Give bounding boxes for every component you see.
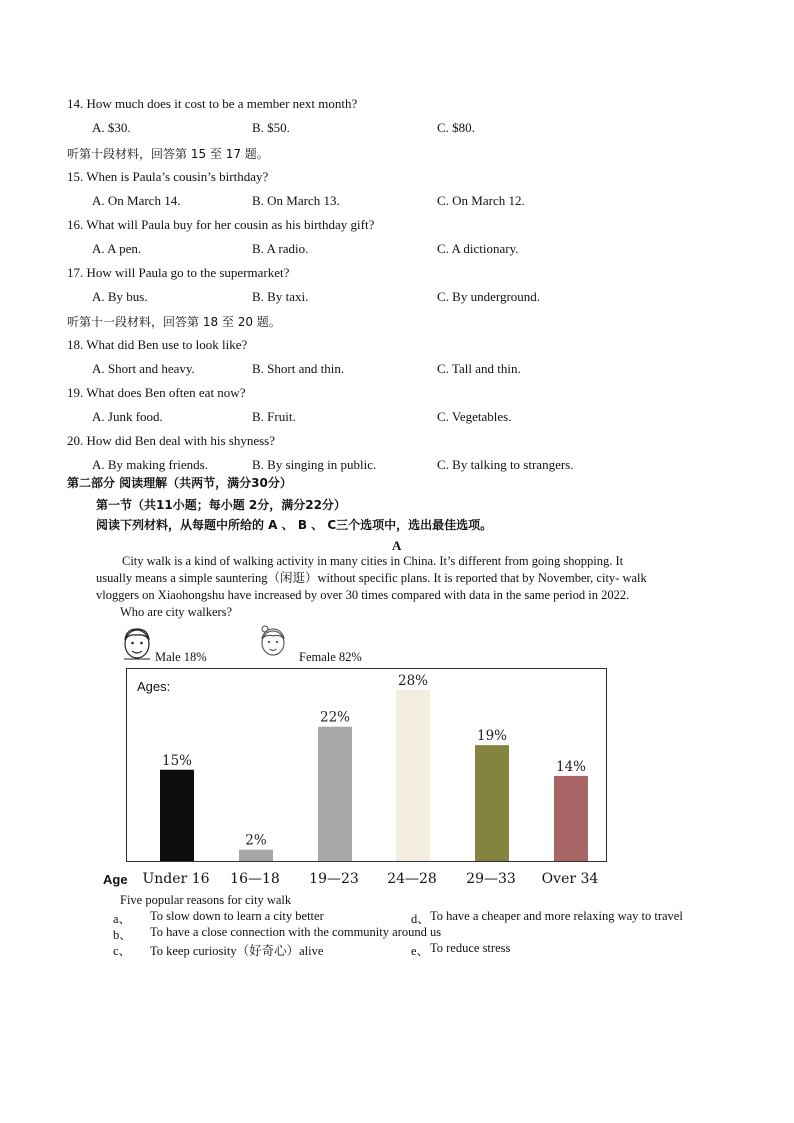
x-tick-24-28: 24—28 [387,871,437,887]
bar-1 [160,770,194,861]
question-20: 20. How did Ben deal with his shyness? [67,433,275,448]
x-tick-over-34: Over 34 [541,871,599,887]
q18-option-b: B. Short and thin. [252,361,345,376]
x-axis-label: Age [103,872,128,887]
reason-c-text: To keep curiosity（好奇心）alive [150,944,324,958]
question-18: 18. What did Ben use to look like? [67,337,248,352]
x-tick-29-33: 29—33 [466,871,516,887]
passage-letter: A [392,538,402,553]
instruction-tenth: 听第十段材料，回答第 15 至 17 题。 [67,147,269,161]
bar-6 [554,776,588,861]
reason-b-text: To have a close connection with the community around us [150,925,442,939]
q15-option-b: B. On March 13. [252,193,340,208]
female-face-icon [256,623,290,659]
chart-title: Ages: [137,679,171,694]
q14-option-b: B. $50. [252,120,290,135]
q19-option-b: B. Fruit. [252,409,296,424]
passage-line-3: vloggers on Xiaohongshu have increased by over 30 times compared with data in the same period in 2022. [96,588,630,602]
q18-option-a: A. Short and heavy. [92,361,195,376]
who-question: Who are city walkers? [120,605,233,619]
bar-2 [239,850,273,861]
reasons-title: Five popular reasons for city walk [120,893,292,907]
bar-3 [318,727,352,861]
reason-e-text: To reduce stress [430,941,511,955]
passage-paragraph [96,553,708,604]
q17-option-c: C. By underground. [437,289,541,304]
reading-instruction: 阅读下列材料，从每题中所给的 A 、 B 、 C三个选项中，选出最佳选项。 [96,518,493,532]
question-19: 19. What does Ben often eat now? [67,385,246,400]
bar-label-1: 15% [161,752,193,769]
x-tick-under-16: Under 16 [142,871,210,887]
female-percentage: Female 82% [299,650,362,664]
section-one-heading: 第一节（共11小题；每小题 2分，满分22分） [96,498,346,512]
question-14: 14. How much does it cost to be a member next month? [67,96,358,111]
bar-label-4: 28% [397,672,429,689]
question-15: 15. When is Paula’s cousin’s birthday? [67,169,269,184]
q17-option-a: A. By bus. [92,289,148,304]
male-face-icon [120,624,154,662]
reason-d-text: To have a cheaper and more relaxing way to travel [430,909,683,923]
q20-option-a: A. By making friends. [92,457,208,472]
q19-option-a: A. Junk food. [92,409,163,424]
question-16: 16. What will Paula buy for her cousin as his birthday gift? [67,217,375,232]
reason-a-text: To slow down to learn a city better [150,909,324,923]
age-chart-frame [126,668,607,862]
x-tick-16-18: 16—18 [230,871,280,887]
passage-line-1: City walk is a kind of walking activity in many cities in China. It’s different from going shopping. It [122,554,624,568]
q15-option-a: A. On March 14. [92,193,181,208]
q15-option-c: C. On March 12. [437,193,525,208]
instruction-eleventh: 听第十一段材料，回答第 18 至 20 题。 [67,315,281,329]
q14-option-a: A. $30. [92,120,131,135]
age-bar-chart [127,669,606,861]
question-17: 17. How will Paula go to the supermarket? [67,265,290,280]
reason-a-key: a、 [113,912,132,926]
bar-label-6: 14% [555,758,587,775]
q19-option-c: C. Vegetables. [437,409,512,424]
bar-label-5: 19% [476,728,508,745]
part-two-heading: 第二部分 阅读理解（共两节，满分30分） [67,476,292,490]
q16-option-b: B. A radio. [252,241,309,256]
male-percentage: Male 18% [155,650,207,664]
bar-5 [475,745,509,861]
q20-option-b: B. By singing in public. [252,457,377,472]
q17-option-b: B. By taxi. [252,289,309,304]
q16-option-c: C. A dictionary. [437,241,519,256]
q14-option-c: C. $80. [437,120,475,135]
x-tick-19-23: 19—23 [309,871,359,887]
q16-option-a: A. A pen. [92,241,142,256]
q18-option-c: C. Tall and thin. [437,361,521,376]
reason-c-key: c、 [113,944,132,958]
reason-b-key: b、 [113,928,132,942]
q20-option-c: C. By talking to strangers. [437,457,574,472]
bar-label-2: 2% [245,832,267,849]
bar-4 [396,690,430,861]
reason-e-key: e、 [411,944,430,958]
passage-line-2: usually means a simple sauntering（闲逛）without specific plans. It is reported that by November, city- walk [96,571,647,585]
reason-d-key: d、 [411,912,430,926]
bar-label-3: 22% [319,709,351,726]
